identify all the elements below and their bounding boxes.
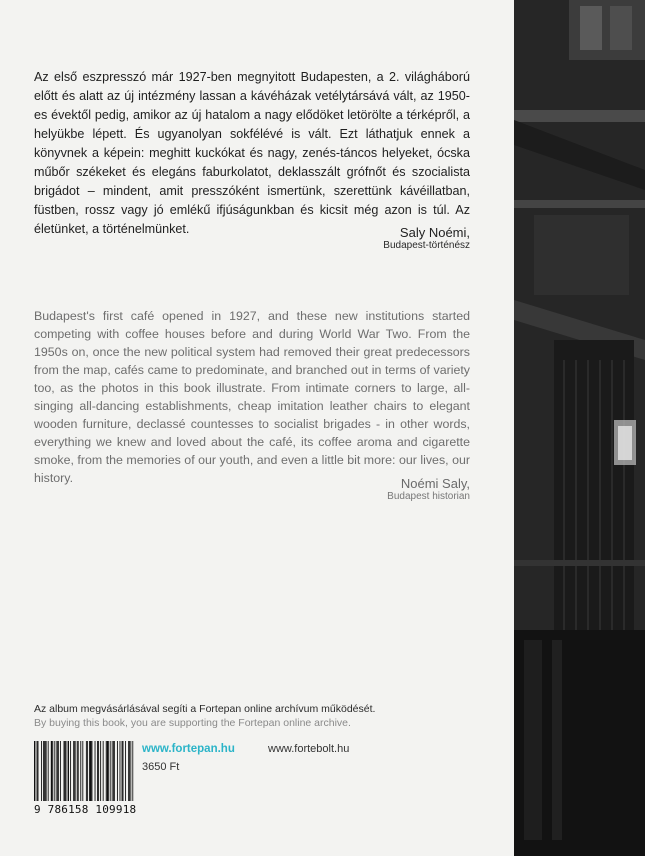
barcode-bar: [107, 741, 108, 801]
barcode-bar: [132, 741, 133, 801]
barcode-bar: [64, 741, 65, 801]
barcode-bar: [38, 741, 39, 801]
barcode-bar: [66, 741, 67, 801]
barcode-bar: [103, 741, 104, 801]
barcode-bar: [65, 741, 66, 801]
barcode-bar: [43, 741, 44, 801]
barcode-bar: [82, 741, 83, 801]
english-author-role: Budapest historian: [387, 491, 470, 502]
barcode-bar: [112, 741, 113, 801]
fortebolt-link[interactable]: www.fortebolt.hu: [268, 743, 350, 755]
fortepan-link[interactable]: www.fortepan.hu: [142, 743, 235, 755]
barcode-bar: [123, 741, 124, 801]
barcode-bar: [90, 741, 91, 801]
barcode-bar: [95, 741, 96, 801]
barcode-bar: [120, 741, 121, 801]
barcode-bar: [92, 741, 93, 801]
english-author: Noémi Saly,: [400, 476, 470, 491]
barcode-bar: [52, 741, 53, 801]
barcode-bar: [86, 741, 87, 801]
isbn-barcode: [34, 741, 134, 801]
hungarian-author: Saly Noémi,: [399, 225, 470, 240]
barcode-bar: [100, 741, 101, 801]
barcode-bar: [77, 741, 78, 801]
barcode-bar: [45, 741, 46, 801]
isbn-number: 9 786158 109918: [34, 803, 137, 816]
photo-strip: [514, 0, 645, 856]
barcode-bar: [78, 741, 79, 801]
barcode-bar: [125, 741, 126, 801]
barcode-bar: [122, 741, 123, 801]
barcode-bar: [97, 741, 98, 801]
barcode-bar: [129, 741, 130, 801]
barcode-bar: [110, 741, 111, 801]
barcode-bar: [106, 741, 107, 801]
barcode-bar: [68, 741, 69, 801]
barcode-bar: [80, 741, 81, 801]
barcode-bar: [51, 741, 52, 801]
support-note-english: By buying this book, you are supporting the Fortepan online archive.: [34, 717, 351, 729]
barcode-bar: [41, 741, 42, 801]
support-note-hungarian: Az album megvásárlásával segíti a Fortepan online archívum működését.: [34, 703, 376, 715]
english-description: Budapest's first café opened in 1927, and these new institutions started competing with coffee houses before and during World War Two. From the 1950s on, once the new political system had removed their great predecessors from the map, cafés came to predominate, and branched out in terms of variety too, as the photos in this book illustrate. From intimate corners to large, all-singing all-dancing establishments, cheap imitation leather chairs to elegant wooden furniture, declassé countesses to socialist brigades - in other words, everything we knew and loved about the café, its coffee aroma and cigarette smoke, from the memories of our youth, and even a little bit more: our lives, our history.: [34, 309, 470, 485]
barcode-bar: [60, 741, 61, 801]
hungarian-author-role: Budapest-történész: [383, 240, 470, 251]
barcode-bar: [54, 741, 55, 801]
price: 3650 Ft: [142, 761, 180, 773]
barcode-bar: [98, 741, 99, 801]
barcode-bar: [37, 741, 38, 801]
photo-illustration: [514, 0, 645, 856]
hungarian-description: Az első eszpresszó már 1927-ben megnyitott Budapesten, a 2. világháború előtt és alatt az új intézmény lassan a kávéházak vetélytársává vált, az 1950-es évektől pedig, amikor az új hatalom a nagy elődöket letörölte a térképről, a helyükbe lépett. És ugyanolyan sokfélévé is vált. Ezt láthatjuk ennek a könyvnek a képein: meghitt kuckókat és nagy, zenés-táncos helyeket, ócska műbőr székeket és elegáns faburkolatot, deklasszált grófnőt és szocialista brigádot – mindent, amit presszóként ismertünk, szerettünk kávéillatban, füstben, rossz vagy jó emlékű ifjúságunkban és kicsit még azon is túl. Az életünket, a történelmünket.: [34, 70, 470, 236]
english-signature: [300, 476, 470, 502]
barcode-bar: [108, 741, 109, 801]
barcode-bar: [117, 741, 118, 801]
barcode-bar: [48, 741, 49, 801]
barcode-bar: [58, 741, 59, 801]
barcode-bar: [34, 741, 35, 801]
barcode-bar: [89, 741, 90, 801]
barcode-bar: [73, 741, 74, 801]
barcode-bar: [87, 741, 88, 801]
barcode-bar: [56, 741, 57, 801]
barcode-bar: [70, 741, 71, 801]
hungarian-signature: [300, 225, 470, 251]
barcode-bar: [128, 741, 129, 801]
barcode-bar: [114, 741, 115, 801]
barcode-bar: [44, 741, 45, 801]
barcode-bar: [75, 741, 76, 801]
